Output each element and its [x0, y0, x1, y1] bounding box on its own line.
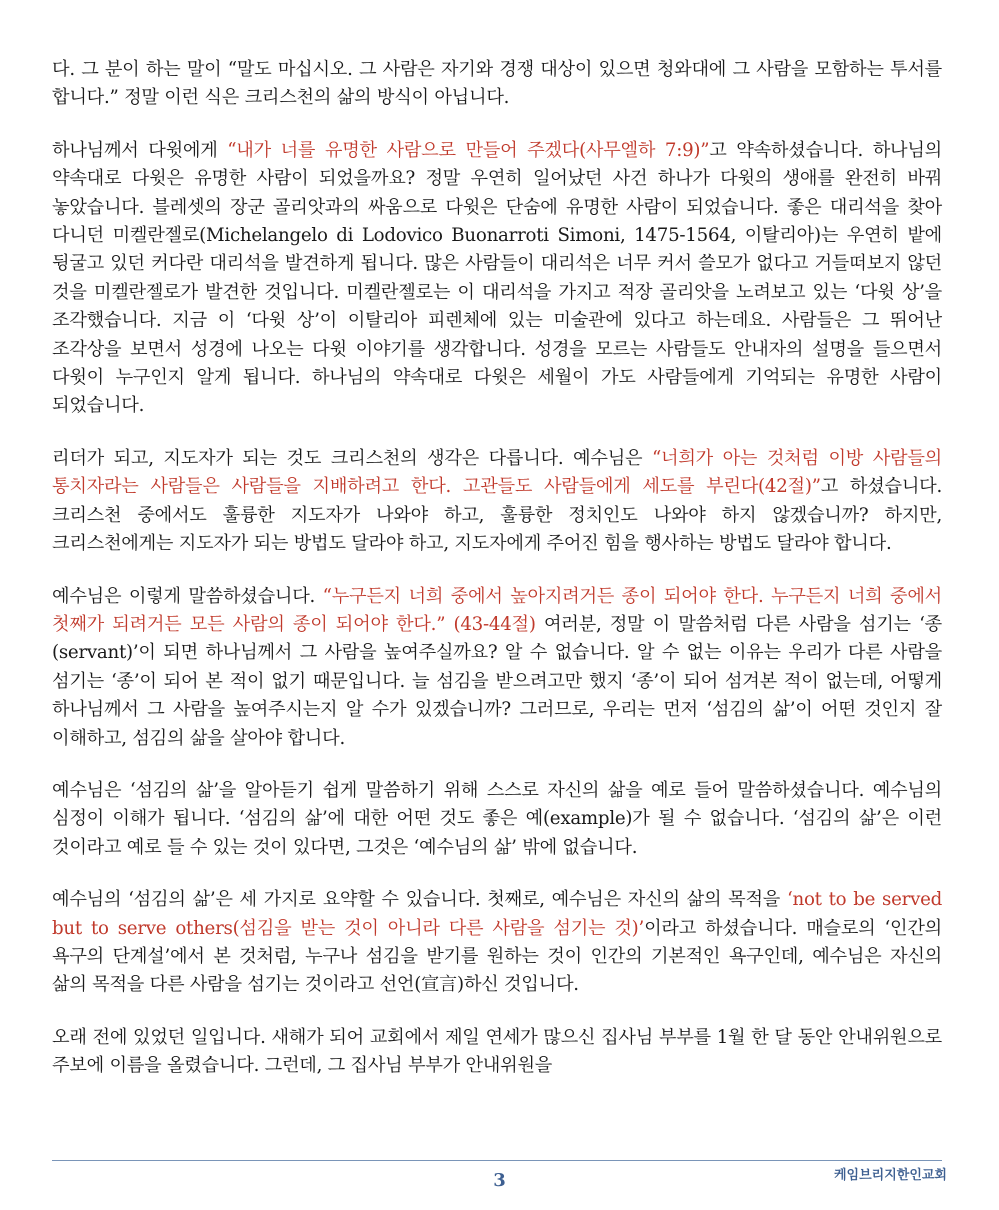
paragraph-text: 예수님의 ‘섬김의 삶’은 세 가지로 요약할 수 있습니다. 첫째로, 예수님은 자신의 삶의 목적을	[52, 889, 787, 911]
scripture-quote: ‘not to be served but to serve others(섬김을 받는 것이 아니라 다른 사람을 섬기는 것)’	[52, 889, 942, 939]
paragraph-text: 여러분, 정말 이 말씀처럼 다른 사람을 섬기는 ‘종(servant)’이 되면 하나님께서 그 사람을 높여주실까요? 알 수 없습니다. 알 수 없는 이유는 우리가 다른 사람을 섬기는 ‘종’이 되어 본 적이 없기 때문입니다. 늘 섬김을 받으려고만 했지 ‘종’이 되어 섬겨본 적이 없는데, 어떻게 하나님께서 그 사람을 높여주시는지 알 수가 있겠습니까? 그러므로, 우리는 먼저 ‘섬김의 삶’이 어떤 것인지 잘 이해하고, 섬김의 삶을 살아야 합니다.	[52, 613, 942, 749]
paragraph	[52, 56, 942, 113]
paragraph-text: 예수님은 ‘섬김의 삶’을 알아듣기 쉽게 말씀하기 위해 스스로 자신의 삶을 예로 들어 말씀하셨습니다. 예수님의 심정이 이해가 됩니다. ‘섬김의 삶’에 대한 어떤 것도 좋은 예(example)가 될 수 없습니다. ‘섬김의 삶’은 이런 것이라고 예로 들 수 있는 것이 있다면, 그것은 ‘예수님의 삶’ 밖에 없습니다.	[52, 779, 942, 858]
paragraph	[52, 1024, 942, 1081]
paragraph-text: 하나님께서 다윗에게	[52, 139, 228, 161]
paragraph	[52, 137, 942, 421]
paragraph	[52, 583, 942, 753]
paragraph-text: 고 약속하셨습니다. 하나님의 약속대로 다윗은 유명한 사람이 되었을까요? 정말 우연히 일어났던 사건 하나가 다윗의 생애를 완전히 바꿔 놓았습니다. 블레셋의 장군 골리앗과의 싸움으로 다윗은 단숨에 유명한 사람이 되었습니다. 좋은 대리석을 찾아 다니던 미켈란젤로(Michelangelo di Lodovico Buonarroti Simoni, 1475-1564, 이탈리아)는 우연히 밭에 뒹굴고 있던 커다란 대리석을 발견하게 됩니다. 많은 사람들이 대리석은 너무 커서 쓸모가 없다고 거들떠보지 않던 것을 미켈란젤로가 발견한 것입니다. 미켈란젤로는 이 대리석을 가지고 적장 골리앗을 노려보고 있는 ‘다윗 상’을 조각했습니다. 지금 이 ‘다윗 상’이 이탈리아 피렌체에 있는 미술관에 있다고 하는데요. 사람들은 그 뛰어난 조각상을 보면서 성경에 나오는 다윗 이야기를 생각합니다. 성경을 모르는 사람들도 안내자의 설명을 들으면서 다윗이 누구인지 알게 됩니다. 하나님의 약속대로 다윗은 세월이 가도 사람들에게 기억되는 유명한 사람이 되었습니다.	[52, 139, 943, 417]
paragraph-text: 예수님은 이렇게 말씀하셨습니다.	[52, 585, 323, 607]
church-name: 케임브리지한인교회	[833, 1168, 947, 1183]
page-number: 3	[493, 1170, 506, 1191]
paragraph-text: 다. 그 분이 하는 말이 “말도 마십시오. 그 사람은 자기와 경쟁 대상이 있으면 청와대에 그 사람을 모함하는 투서를 합니다.” 정말 이런 식은 크리스천의 삶의 방식이 아닙니다.	[52, 59, 942, 109]
paragraph-text: 리더가 되고, 지도자가 되는 것도 크리스천의 생각은 다릅니다. 예수님은	[52, 447, 652, 469]
paragraph-text: 이라고 하셨습니다. 매슬로의 ‘인간의 욕구의 단계설’에서 본 것처럼, 누구나 섬김을 받기를 원하는 것이 인간의 기본적인 욕구인데, 예수님은 자신의 삶의 목적을 다른 사람을 섬기는 것이라고 선언(宣言)하신 것입니다.	[52, 917, 942, 996]
paragraph	[52, 886, 942, 1000]
scripture-quote: “내가 너를 유명한 사람으로 만들어 주겠다(사무엘하 7:9)”	[227, 139, 710, 161]
scripture-quote: “너희가 아는 것처럼 이방 사람들의 통치자라는 사람들은 사람들을 지배하려고 한다. 고관들도 사람들에게 세도를 부린다(42절)”	[52, 447, 942, 498]
paragraph	[52, 777, 942, 862]
footer-divider	[52, 1160, 942, 1161]
paragraph-text: 오래 전에 있었던 일입니다. 새해가 되어 교회에서 제일 연세가 많으신 집사님 부부를 1월 한 달 동안 안내위원으로 주보에 이름을 올렸습니다. 그런데, 그 집사님 부부가 안내위원을	[52, 1026, 942, 1077]
page-body	[52, 56, 942, 1105]
paragraph-text: 고 하셨습니다. 크리스천 중에서도 훌륭한 지도자가 나와야 하고, 훌륭한 정치인도 나와야 하지 않겠습니까? 하지만, 크리스천에게는 지도자가 되는 방법도 달라야 하고, 지도자에게 주어진 힘을 행사하는 방법도 달라야 합니다.	[52, 476, 943, 555]
paragraph	[52, 445, 942, 559]
scripture-quote: “누구든지 너희 중에서 높아지려거든 종이 되어야 한다. 누구든지 너희 중에서 첫째가 되려거든 모든 사람의 종이 되어야 한다.” (43-44절)	[52, 585, 943, 635]
